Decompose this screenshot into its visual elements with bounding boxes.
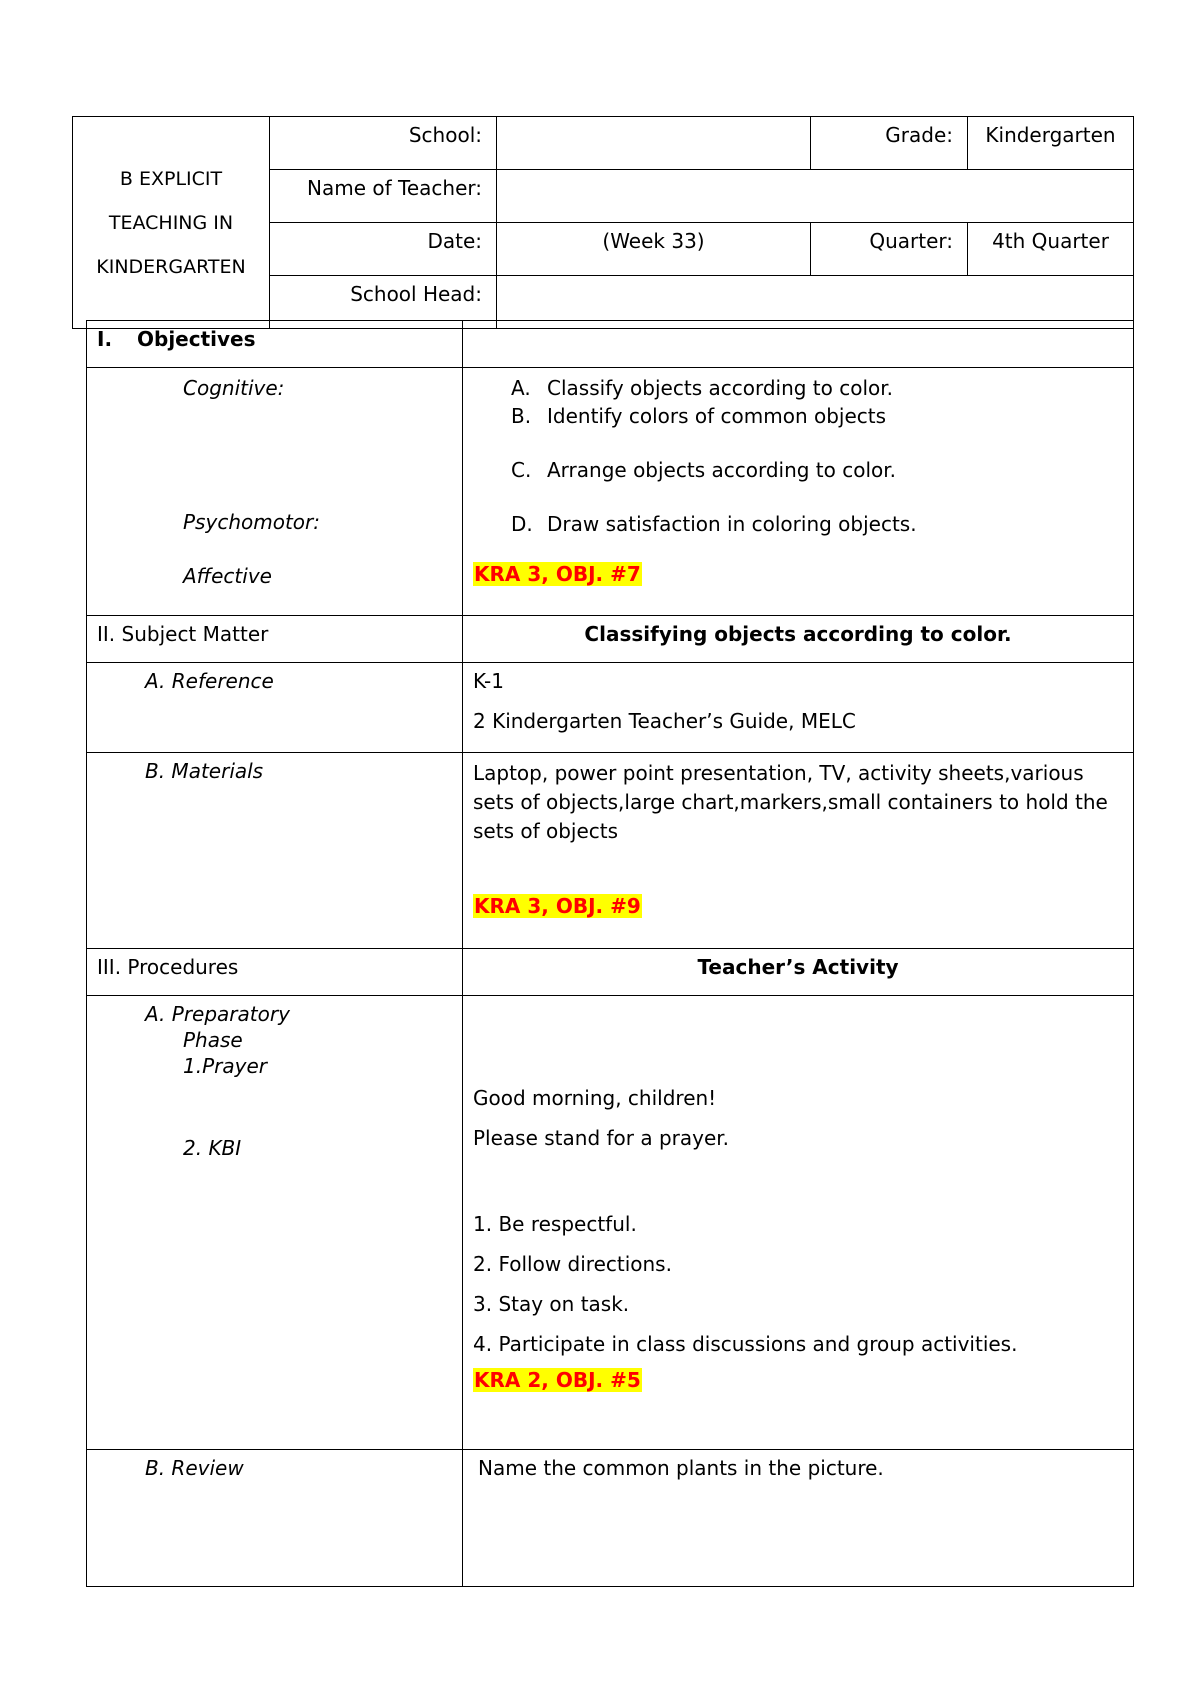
school-label: School: — [270, 117, 497, 170]
grade-label: Grade: — [811, 117, 968, 170]
materials-text: Laptop, power point presentation, TV, activity sheets,various sets of objects,large chart,markers,small containers to hold the sets of objects — [473, 761, 1108, 843]
rule-2: 2. Follow directions. — [473, 1252, 672, 1276]
date-value: (Week 33) — [497, 223, 811, 276]
objectives-heading — [87, 321, 463, 368]
reference-cell — [463, 663, 1134, 753]
objective-letter: D. — [511, 512, 533, 536]
preparatory-label: A. Preparatory — [145, 1002, 290, 1026]
teacher-label: Name of Teacher: — [270, 170, 497, 223]
objective-item-c — [473, 458, 1123, 482]
procedures-heading: III. Procedures — [87, 949, 463, 996]
head-label: School Head: — [270, 276, 497, 329]
psychomotor-label: Psychomotor: — [183, 510, 320, 534]
preparatory-label-2: Phase — [183, 1028, 243, 1052]
objectives-title: Objectives — [137, 327, 256, 351]
kra-procedures-badge: KRA 2, OBJ. #5 — [474, 1368, 641, 1392]
quarter-label: Quarter: — [811, 223, 968, 276]
kra-materials-badge: KRA 3, OBJ. #9 — [474, 894, 641, 918]
date-label: Date: — [270, 223, 497, 276]
quarter-value: 4th Quarter — [968, 223, 1134, 276]
objective-item-d — [473, 512, 1123, 536]
grade-value: Kindergarten — [968, 117, 1134, 170]
objective-text: Arrange objects according to color. — [547, 458, 897, 482]
subject-matter-heading: II. Subject Matter — [87, 616, 463, 663]
review-text: Name the common plants in the picture. — [463, 1450, 1134, 1587]
title-line-3: KINDERGARTEN — [96, 255, 246, 278]
objective-letter: B. — [511, 404, 532, 428]
title-line-1: B EXPLICIT — [119, 167, 223, 190]
greeting-text: Good morning, children! — [473, 1086, 717, 1110]
objectives-list-cell — [463, 368, 1134, 616]
rule-4: 4. Participate in class discussions and group activities. — [473, 1332, 1018, 1356]
lesson-title-cell — [73, 117, 270, 329]
materials-label: B. Materials — [87, 753, 463, 949]
kra-objectives-badge: KRA 3, OBJ. #7 — [474, 562, 641, 586]
objectives-empty-cell — [463, 321, 1134, 368]
materials-cell — [463, 753, 1134, 949]
teacher-activity-heading: Teacher’s Activity — [463, 949, 1134, 996]
objective-letter: C. — [511, 458, 532, 482]
objective-text: Identify colors of common objects — [547, 404, 887, 428]
lesson-plan-table — [86, 320, 1134, 1587]
cognitive-label: Cognitive: — [183, 376, 285, 400]
subject-matter-value: Classifying objects according to color. — [463, 616, 1134, 663]
objective-letter: A. — [511, 376, 531, 400]
objective-text: Classify objects according to color. — [547, 376, 894, 400]
school-value — [497, 117, 811, 170]
kbi-label: 2. KBI — [183, 1136, 242, 1160]
stand-text: Please stand for a prayer. — [473, 1126, 730, 1150]
objectives-number: I. — [97, 327, 113, 351]
objective-item-a — [473, 376, 1123, 400]
title-line-2: TEACHING IN — [108, 211, 234, 234]
reference-line-1: K-1 — [473, 669, 504, 693]
preparatory-cell — [87, 996, 463, 1450]
objectives-domains — [87, 368, 463, 616]
preparatory-activity-cell — [463, 996, 1134, 1450]
rule-1: 1. Be respectful. — [473, 1212, 637, 1236]
teacher-value — [497, 170, 1134, 223]
reference-label: A. Reference — [87, 663, 463, 753]
prayer-label: 1.Prayer — [183, 1054, 267, 1078]
review-label: B. Review — [87, 1450, 463, 1587]
affective-label: Affective — [183, 564, 272, 588]
header-table — [72, 116, 1134, 329]
objective-text: Draw satisfaction in coloring objects. — [547, 512, 917, 536]
reference-line-2: 2 Kindergarten Teacher’s Guide, MELC — [473, 709, 856, 733]
objective-item-b — [473, 404, 1123, 428]
rule-3: 3. Stay on task. — [473, 1292, 630, 1316]
